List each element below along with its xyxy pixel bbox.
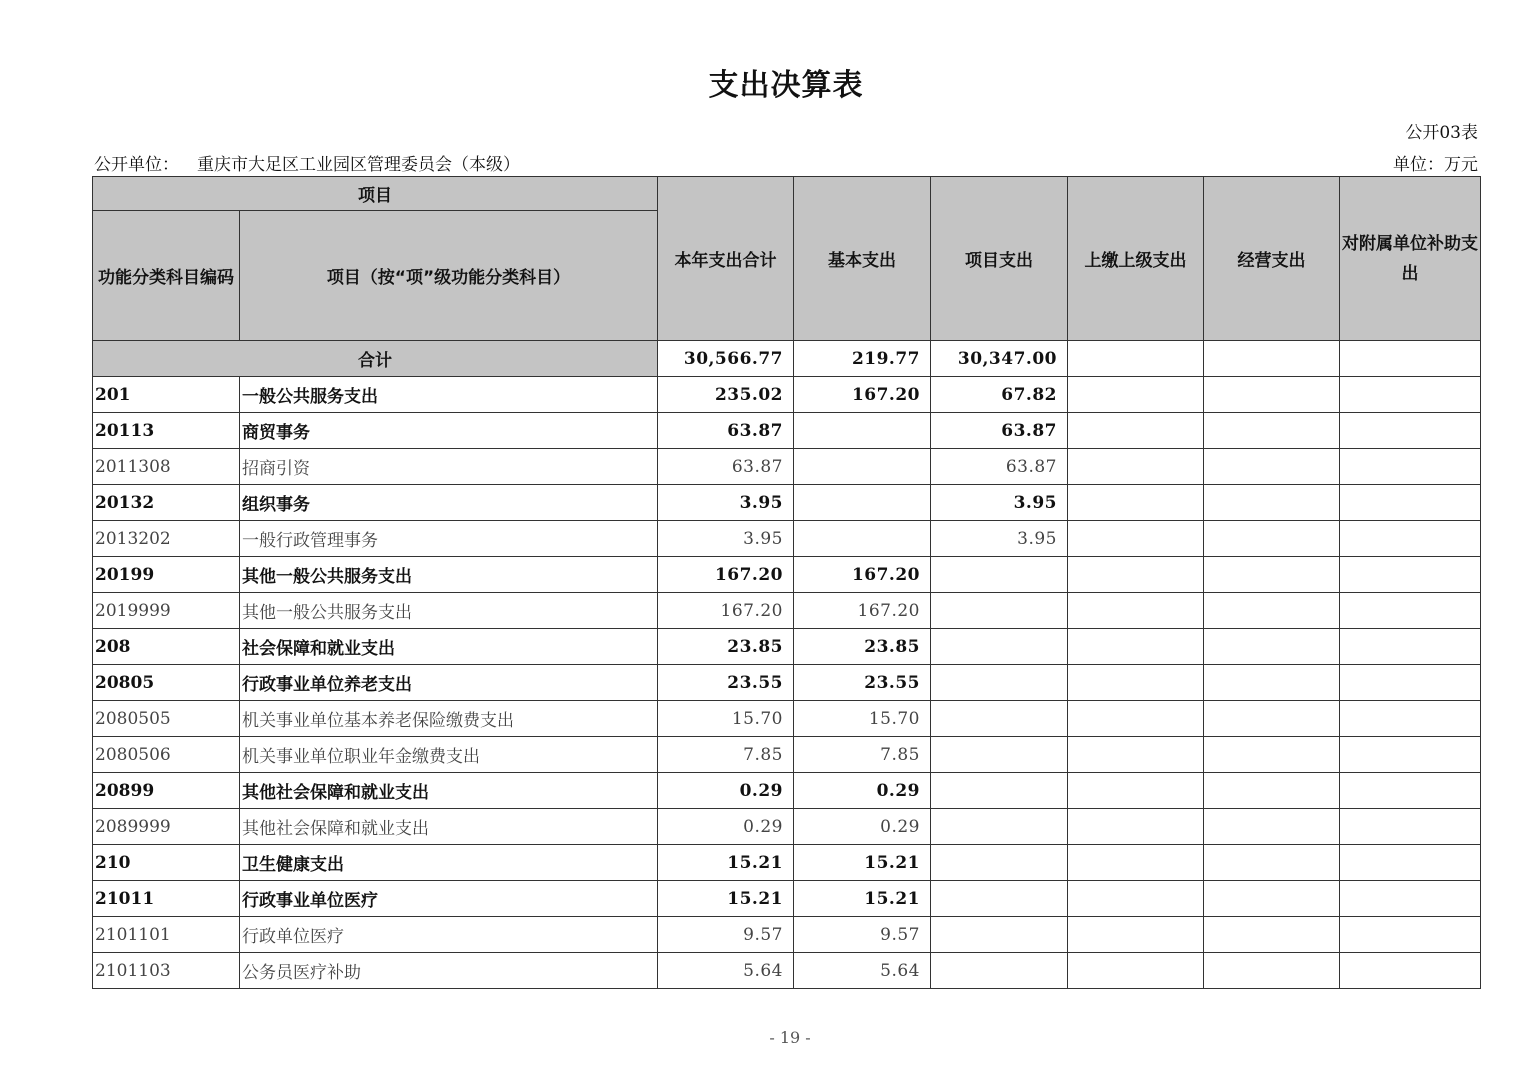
header-subsidy: 对附属单位补助支出 bbox=[1340, 177, 1481, 341]
row-project-expense bbox=[931, 881, 1068, 917]
row-project-expense: 63.87 bbox=[931, 449, 1068, 485]
table-row bbox=[93, 521, 1481, 557]
row-project-expense bbox=[931, 809, 1068, 845]
row-business bbox=[1204, 593, 1340, 629]
total-row bbox=[93, 341, 1481, 377]
row-code: 20199 bbox=[93, 557, 240, 593]
table-row bbox=[93, 449, 1481, 485]
table-row bbox=[93, 629, 1481, 665]
row-basic: 167.20 bbox=[794, 377, 931, 413]
total-project-expense: 30,347.00 bbox=[931, 341, 1068, 377]
row-business bbox=[1204, 845, 1340, 881]
row-business bbox=[1204, 701, 1340, 737]
row-total: 15.70 bbox=[658, 701, 794, 737]
table-row bbox=[93, 917, 1481, 953]
row-name: 一般行政管理事务 bbox=[240, 521, 658, 557]
header-upper: 上缴上级支出 bbox=[1068, 177, 1204, 341]
page-title: 支出决算表 bbox=[708, 68, 864, 103]
row-project-expense: 3.95 bbox=[931, 485, 1068, 521]
row-name: 卫生健康支出 bbox=[240, 845, 658, 881]
row-code: 210 bbox=[93, 845, 240, 881]
total-business bbox=[1204, 341, 1340, 377]
form-number: 公开03表 bbox=[1405, 123, 1478, 143]
total-label: 合计 bbox=[93, 341, 658, 377]
row-upper bbox=[1068, 377, 1204, 413]
row-code: 2011308 bbox=[93, 449, 240, 485]
row-upper bbox=[1068, 953, 1204, 989]
currency-unit: 单位：万元 bbox=[1393, 155, 1478, 175]
row-code: 21011 bbox=[93, 881, 240, 917]
row-business bbox=[1204, 953, 1340, 989]
total-subsidy bbox=[1340, 341, 1481, 377]
row-project-expense: 63.87 bbox=[931, 413, 1068, 449]
row-project-expense bbox=[931, 845, 1068, 881]
row-total: 167.20 bbox=[658, 557, 794, 593]
row-name: 其他社会保障和就业支出 bbox=[240, 773, 658, 809]
row-total: 63.87 bbox=[658, 413, 794, 449]
row-upper bbox=[1068, 629, 1204, 665]
row-subsidy bbox=[1340, 593, 1481, 629]
row-business bbox=[1204, 557, 1340, 593]
row-business bbox=[1204, 881, 1340, 917]
row-project-expense bbox=[931, 665, 1068, 701]
row-name: 公务员医疗补助 bbox=[240, 953, 658, 989]
row-name: 商贸事务 bbox=[240, 413, 658, 449]
row-basic bbox=[794, 413, 931, 449]
row-name: 组织事务 bbox=[240, 485, 658, 521]
header-project-expense: 项目支出 bbox=[931, 177, 1068, 341]
row-upper bbox=[1068, 881, 1204, 917]
row-project-expense bbox=[931, 773, 1068, 809]
row-subsidy bbox=[1340, 701, 1481, 737]
row-project-expense bbox=[931, 953, 1068, 989]
row-upper bbox=[1068, 737, 1204, 773]
row-subsidy bbox=[1340, 521, 1481, 557]
row-code: 20113 bbox=[93, 413, 240, 449]
row-basic bbox=[794, 485, 931, 521]
row-upper bbox=[1068, 773, 1204, 809]
row-subsidy bbox=[1340, 413, 1481, 449]
row-total: 63.87 bbox=[658, 449, 794, 485]
table-row bbox=[93, 665, 1481, 701]
row-name: 招商引资 bbox=[240, 449, 658, 485]
row-basic: 15.70 bbox=[794, 701, 931, 737]
row-project-expense bbox=[931, 737, 1068, 773]
row-name: 机关事业单位职业年金缴费支出 bbox=[240, 737, 658, 773]
row-total: 23.85 bbox=[658, 629, 794, 665]
row-name: 其他一般公共服务支出 bbox=[240, 557, 658, 593]
row-project-expense bbox=[931, 701, 1068, 737]
row-project-expense: 67.82 bbox=[931, 377, 1068, 413]
row-project-expense bbox=[931, 593, 1068, 629]
row-project-expense bbox=[931, 629, 1068, 665]
row-code: 2080506 bbox=[93, 737, 240, 773]
row-name: 行政事业单位医疗 bbox=[240, 881, 658, 917]
row-basic: 167.20 bbox=[794, 557, 931, 593]
publishing-unit bbox=[94, 150, 520, 175]
row-business bbox=[1204, 413, 1340, 449]
header-project: 项目 bbox=[93, 177, 658, 211]
row-subsidy bbox=[1340, 917, 1481, 953]
row-code: 20132 bbox=[93, 485, 240, 521]
row-upper bbox=[1068, 485, 1204, 521]
row-subsidy bbox=[1340, 629, 1481, 665]
row-code: 20899 bbox=[93, 773, 240, 809]
row-project-expense: 3.95 bbox=[931, 521, 1068, 557]
row-subsidy bbox=[1340, 737, 1481, 773]
row-basic: 0.29 bbox=[794, 809, 931, 845]
row-subsidy bbox=[1340, 881, 1481, 917]
row-basic: 9.57 bbox=[794, 917, 931, 953]
row-basic: 167.20 bbox=[794, 593, 931, 629]
row-upper bbox=[1068, 701, 1204, 737]
row-name: 其他社会保障和就业支出 bbox=[240, 809, 658, 845]
row-code: 201 bbox=[93, 377, 240, 413]
row-basic: 23.85 bbox=[794, 629, 931, 665]
row-subsidy bbox=[1340, 845, 1481, 881]
header-code: 功能分类科目编码 bbox=[93, 211, 240, 341]
header-total: 本年支出合计 bbox=[658, 177, 794, 341]
row-total: 167.20 bbox=[658, 593, 794, 629]
table-row bbox=[93, 557, 1481, 593]
row-name: 一般公共服务支出 bbox=[240, 377, 658, 413]
page-number: - 19 - bbox=[769, 1028, 811, 1047]
header-basic: 基本支出 bbox=[794, 177, 931, 341]
total-total: 30,566.77 bbox=[658, 341, 794, 377]
row-basic: 23.55 bbox=[794, 665, 931, 701]
row-subsidy bbox=[1340, 773, 1481, 809]
row-business bbox=[1204, 737, 1340, 773]
total-basic: 219.77 bbox=[794, 341, 931, 377]
row-code: 2089999 bbox=[93, 809, 240, 845]
row-total: 0.29 bbox=[658, 773, 794, 809]
row-name: 社会保障和就业支出 bbox=[240, 629, 658, 665]
row-upper bbox=[1068, 449, 1204, 485]
row-total: 5.64 bbox=[658, 953, 794, 989]
row-project-expense bbox=[931, 917, 1068, 953]
row-subsidy bbox=[1340, 377, 1481, 413]
row-total: 3.95 bbox=[658, 521, 794, 557]
row-basic bbox=[794, 521, 931, 557]
row-basic: 0.29 bbox=[794, 773, 931, 809]
row-code: 2101103 bbox=[93, 953, 240, 989]
total-upper bbox=[1068, 341, 1204, 377]
row-basic: 7.85 bbox=[794, 737, 931, 773]
row-business bbox=[1204, 377, 1340, 413]
table-row bbox=[93, 413, 1481, 449]
row-business bbox=[1204, 521, 1340, 557]
row-business bbox=[1204, 917, 1340, 953]
row-code: 208 bbox=[93, 629, 240, 665]
row-code: 2019999 bbox=[93, 593, 240, 629]
table-row bbox=[93, 737, 1481, 773]
row-total: 3.95 bbox=[658, 485, 794, 521]
row-upper bbox=[1068, 593, 1204, 629]
unit-name: 重庆市大足区工业园区管理委员会（本级） bbox=[197, 155, 520, 175]
row-business bbox=[1204, 809, 1340, 845]
table-row bbox=[93, 845, 1481, 881]
table-row bbox=[93, 377, 1481, 413]
unit-label: 公开单位： bbox=[94, 155, 179, 175]
row-total: 15.21 bbox=[658, 845, 794, 881]
table-row bbox=[93, 485, 1481, 521]
table-row bbox=[93, 701, 1481, 737]
row-upper bbox=[1068, 809, 1204, 845]
row-upper bbox=[1068, 521, 1204, 557]
row-upper bbox=[1068, 413, 1204, 449]
row-subsidy bbox=[1340, 485, 1481, 521]
row-basic: 15.21 bbox=[794, 845, 931, 881]
row-total: 0.29 bbox=[658, 809, 794, 845]
row-basic bbox=[794, 449, 931, 485]
expenditure-table bbox=[92, 176, 1481, 989]
header-name: 项目（按“项”级功能分类科目） bbox=[240, 211, 658, 341]
row-total: 7.85 bbox=[658, 737, 794, 773]
row-total: 235.02 bbox=[658, 377, 794, 413]
row-name: 机关事业单位基本养老保险缴费支出 bbox=[240, 701, 658, 737]
row-code: 20805 bbox=[93, 665, 240, 701]
table-row bbox=[93, 953, 1481, 989]
unit-info-row bbox=[94, 150, 1478, 175]
row-upper bbox=[1068, 845, 1204, 881]
row-upper bbox=[1068, 557, 1204, 593]
row-upper bbox=[1068, 917, 1204, 953]
row-code: 2080505 bbox=[93, 701, 240, 737]
row-total: 23.55 bbox=[658, 665, 794, 701]
table-row bbox=[93, 593, 1481, 629]
row-business bbox=[1204, 485, 1340, 521]
row-subsidy bbox=[1340, 953, 1481, 989]
row-subsidy bbox=[1340, 809, 1481, 845]
row-business bbox=[1204, 629, 1340, 665]
row-business bbox=[1204, 665, 1340, 701]
row-name: 行政单位医疗 bbox=[240, 917, 658, 953]
row-business bbox=[1204, 773, 1340, 809]
header-business: 经营支出 bbox=[1204, 177, 1340, 341]
row-code: 2013202 bbox=[93, 521, 240, 557]
row-total: 15.21 bbox=[658, 881, 794, 917]
row-business bbox=[1204, 449, 1340, 485]
row-upper bbox=[1068, 665, 1204, 701]
row-total: 9.57 bbox=[658, 917, 794, 953]
row-code: 2101101 bbox=[93, 917, 240, 953]
row-basic: 5.64 bbox=[794, 953, 931, 989]
row-project-expense bbox=[931, 557, 1068, 593]
row-subsidy bbox=[1340, 557, 1481, 593]
table-row bbox=[93, 881, 1481, 917]
row-basic: 15.21 bbox=[794, 881, 931, 917]
row-name: 其他一般公共服务支出 bbox=[240, 593, 658, 629]
table-row bbox=[93, 809, 1481, 845]
table-row bbox=[93, 773, 1481, 809]
row-subsidy bbox=[1340, 449, 1481, 485]
row-name: 行政事业单位养老支出 bbox=[240, 665, 658, 701]
row-subsidy bbox=[1340, 665, 1481, 701]
